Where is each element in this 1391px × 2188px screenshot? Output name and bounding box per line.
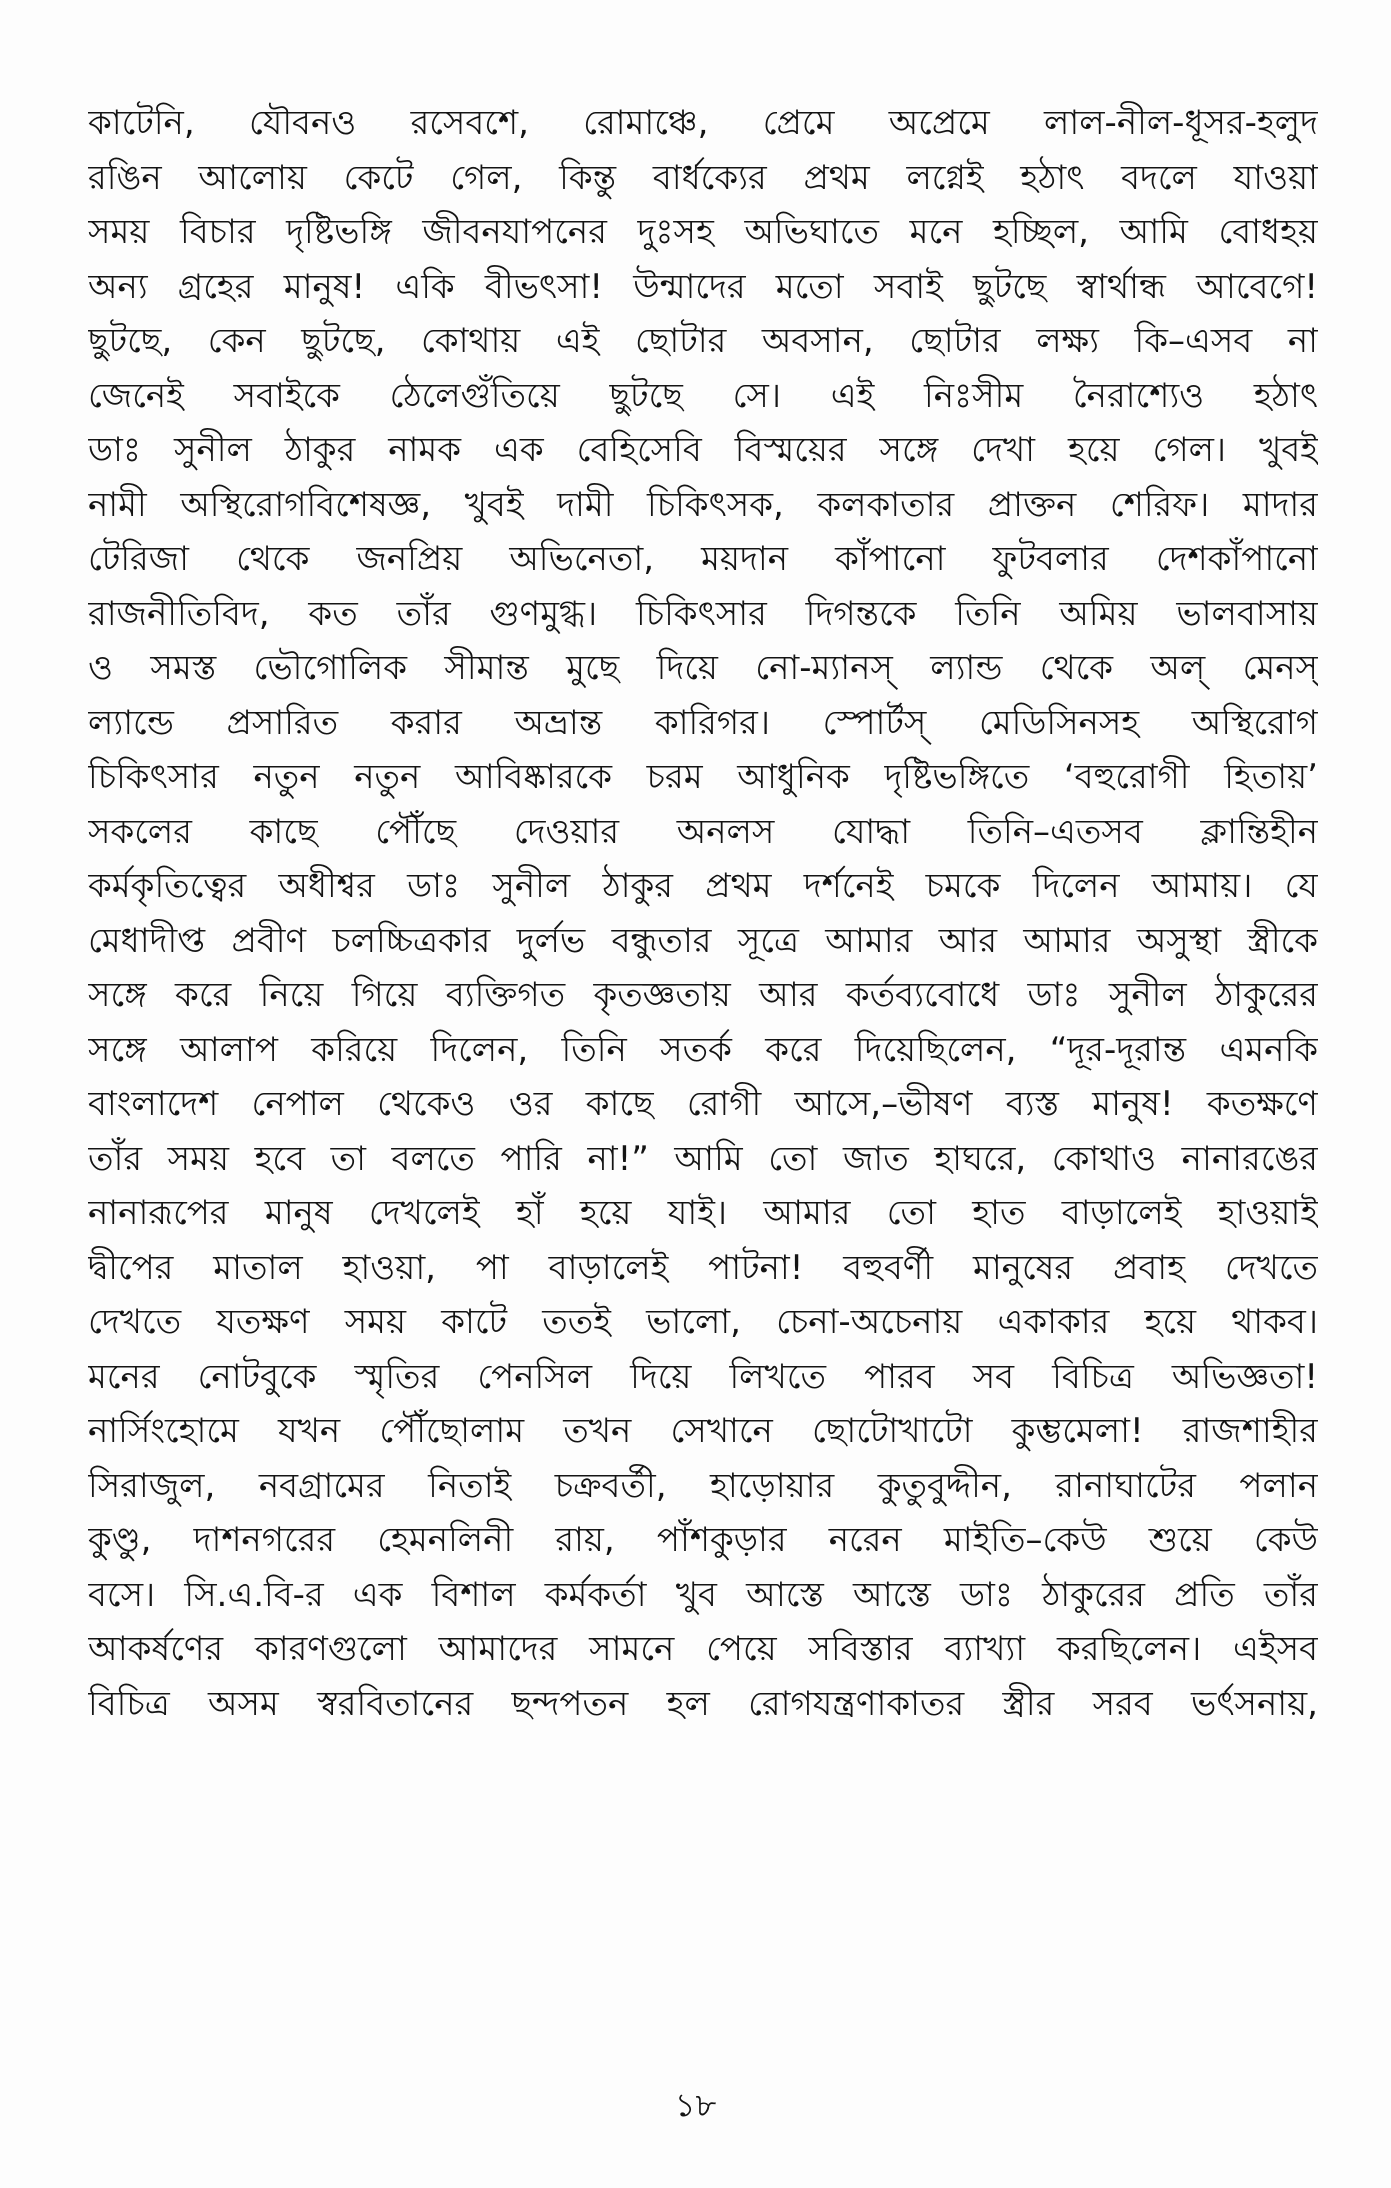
text-line: সঙ্গে করে নিয়ে গিয়ে ব্যক্তিগত কৃতজ্ঞতায় আর কর্তব্যবোধে ডাঃ সুনীল ঠাকুরের xyxy=(88,975,1318,1015)
text-line: রঙিন আলোয় কেটে গেল, কিন্তু বার্ধক্যের প্রথম লগ্নেই হঠাৎ বদলে যাওয়া xyxy=(88,157,1318,198)
text-line: কাটেনি, যৌবনও রসেবশে, রোমাঞ্চে, প্রেমে অপ্রেমে লাল-নীল-ধূসর-হলুদ xyxy=(88,103,1318,143)
text-line: মেধাদীপ্ত প্রবীণ চলচ্চিত্রকার দুর্লভ বন্ধুতার সূত্রে আমার আর আমার অসুস্থা স্ত্রীকে xyxy=(88,920,1318,961)
text-line: বাংলাদেশ নেপাল থেকেও ওর কাছে রোগী আসে,–ভীষণ ব্যস্ত মানুষ! কতক্ষণে xyxy=(88,1084,1318,1124)
text-line: সকলের কাছে পৌঁছে দেওয়ার অনলস যোদ্ধা তিনি–এতসব ক্লান্তিহীন xyxy=(88,811,1318,852)
text-line: নামী অস্থিরোগবিশেষজ্ঞ, খুবই দামী চিকিৎসক, কলকাতার প্রাক্তন শেরিফ। মাদার xyxy=(88,484,1318,525)
text-line: দ্বীপের মাতাল হাওয়া, পা বাড়ালেই পাটনা! বহুবর্ণী মানুষের প্রবাহ দেখতে xyxy=(88,1247,1318,1288)
text-line: ল্যান্ডে প্রসারিত করার অভ্রান্ত কারিগর। স্পোর্টস্ মেডিসিনসহ অস্থিরোগ xyxy=(88,702,1318,743)
text-line: নার্সিংহোমে যখন পৌঁছোলাম তখন সেখানে ছোটোখাটো কুম্ভমেলা! রাজশাহীর xyxy=(88,1411,1318,1451)
text-line: নানারূপের মানুষ দেখলেই হাঁ হয়ে যাই। আমার তো হাত বাড়ালেই হাওয়াই xyxy=(88,1193,1318,1233)
text-line: সময় বিচার দৃষ্টিভঙ্গি জীবনযাপনের দুঃসহ অভিঘাতে মনে হচ্ছিল, আমি বোধহয় xyxy=(88,212,1318,252)
body-text xyxy=(88,96,1318,1731)
text-line: মনের নোটবুকে স্মৃতির পেনসিল দিয়ে লিখতে পারব সব বিচিত্র অভিজ্ঞতা! xyxy=(88,1356,1318,1397)
text-line: টেরিজা থেকে জনপ্রিয় অভিনেতা, ময়দান কাঁপানো ফুটবলার দেশকাঁপানো xyxy=(88,539,1318,579)
text-line: ও সমস্ত ভৌগোলিক সীমান্ত মুছে দিয়ে নো-ম্যানস্ ল্যান্ড থেকে অল্ মেনস্ xyxy=(88,648,1318,688)
text-line: জেনেই সবাইকে ঠেলেগুঁতিয়ে ছুটছে সে। এই নিঃসীম নৈরাশ্যেও হঠাৎ xyxy=(88,375,1318,416)
text-line: রাজনীতিবিদ, কত তাঁর গুণমুগ্ধ। চিকিৎসার দিগন্তকে তিনি অমিয় ভালবাসায় xyxy=(88,593,1318,634)
text-line: সঙ্গে আলাপ করিয়ে দিলেন, তিনি সতর্ক করে দিয়েছিলেন, “দূর-দূরান্ত এমনকি xyxy=(88,1029,1318,1070)
text-line: ডাঃ সুনীল ঠাকুর নামক এক বেহিসেবি বিস্ময়ের সঙ্গে দেখা হয়ে গেল। খুবই xyxy=(88,430,1318,470)
text-line: অন্য গ্রহের মানুষ! একি বীভৎসা! উন্মাদের মতো সবাই ছুটছে স্বার্থান্ধ আবেগে! xyxy=(88,266,1318,307)
text-line: সিরাজুল, নবগ্রামের নিতাই চক্রবর্তী, হাড়োয়ার কুতুবুদ্দীন, রানাঘাটের পলান xyxy=(88,1465,1318,1506)
text-line: চিকিৎসার নতুন নতুন আবিষ্কারকে চরম আধুনিক দৃষ্টিভঙ্গিতে ‘বহুরোগী হিতায়’ xyxy=(88,757,1318,797)
text-line: দেখতে যতক্ষণ সময় কাটে ততই ভালো, চেনা-অচেনায় একাকার হয়ে থাকব। xyxy=(88,1302,1318,1342)
text-line: বসে। সি.এ.বি-র এক বিশাল কর্মকর্তা খুব আস্তে আস্তে ডাঃ ঠাকুরের প্রতি তাঁর xyxy=(88,1574,1318,1615)
text-line: তাঁর সময় হবে তা বলতে পারি না!” আমি তো জাত হাঘরে, কোথাও নানারঙের xyxy=(88,1138,1318,1179)
text-line: কুণ্ডু, দাশনগরের হেমনলিনী রায়, পাঁশকুড়ার নরেন মাইতি–কেউ শুয়ে কেউ xyxy=(88,1520,1318,1560)
text-line: কর্মকৃতিত্বের অধীশ্বর ডাঃ সুনীল ঠাকুর প্রথম দর্শনেই চমকে দিলেন আমায়। যে xyxy=(88,866,1318,906)
text-line: ছুটছে, কেন ছুটছে, কোথায় এই ছোটার অবসান, ছোটার লক্ষ্য কি–এসব না xyxy=(88,321,1318,361)
text-line: বিচিত্র অসম স্বরবিতানের ছন্দপতন হল রোগযন্ত্রণাকাতর স্ত্রীর সরব ভর্ৎসনায়, xyxy=(88,1683,1318,1724)
text-line: আকর্ষণের কারণগুলো আমাদের সামনে পেয়ে সবিস্তার ব্যাখ্যা করছিলেন। এইসব xyxy=(88,1629,1318,1669)
page-number: ১৮ xyxy=(674,2086,717,2124)
